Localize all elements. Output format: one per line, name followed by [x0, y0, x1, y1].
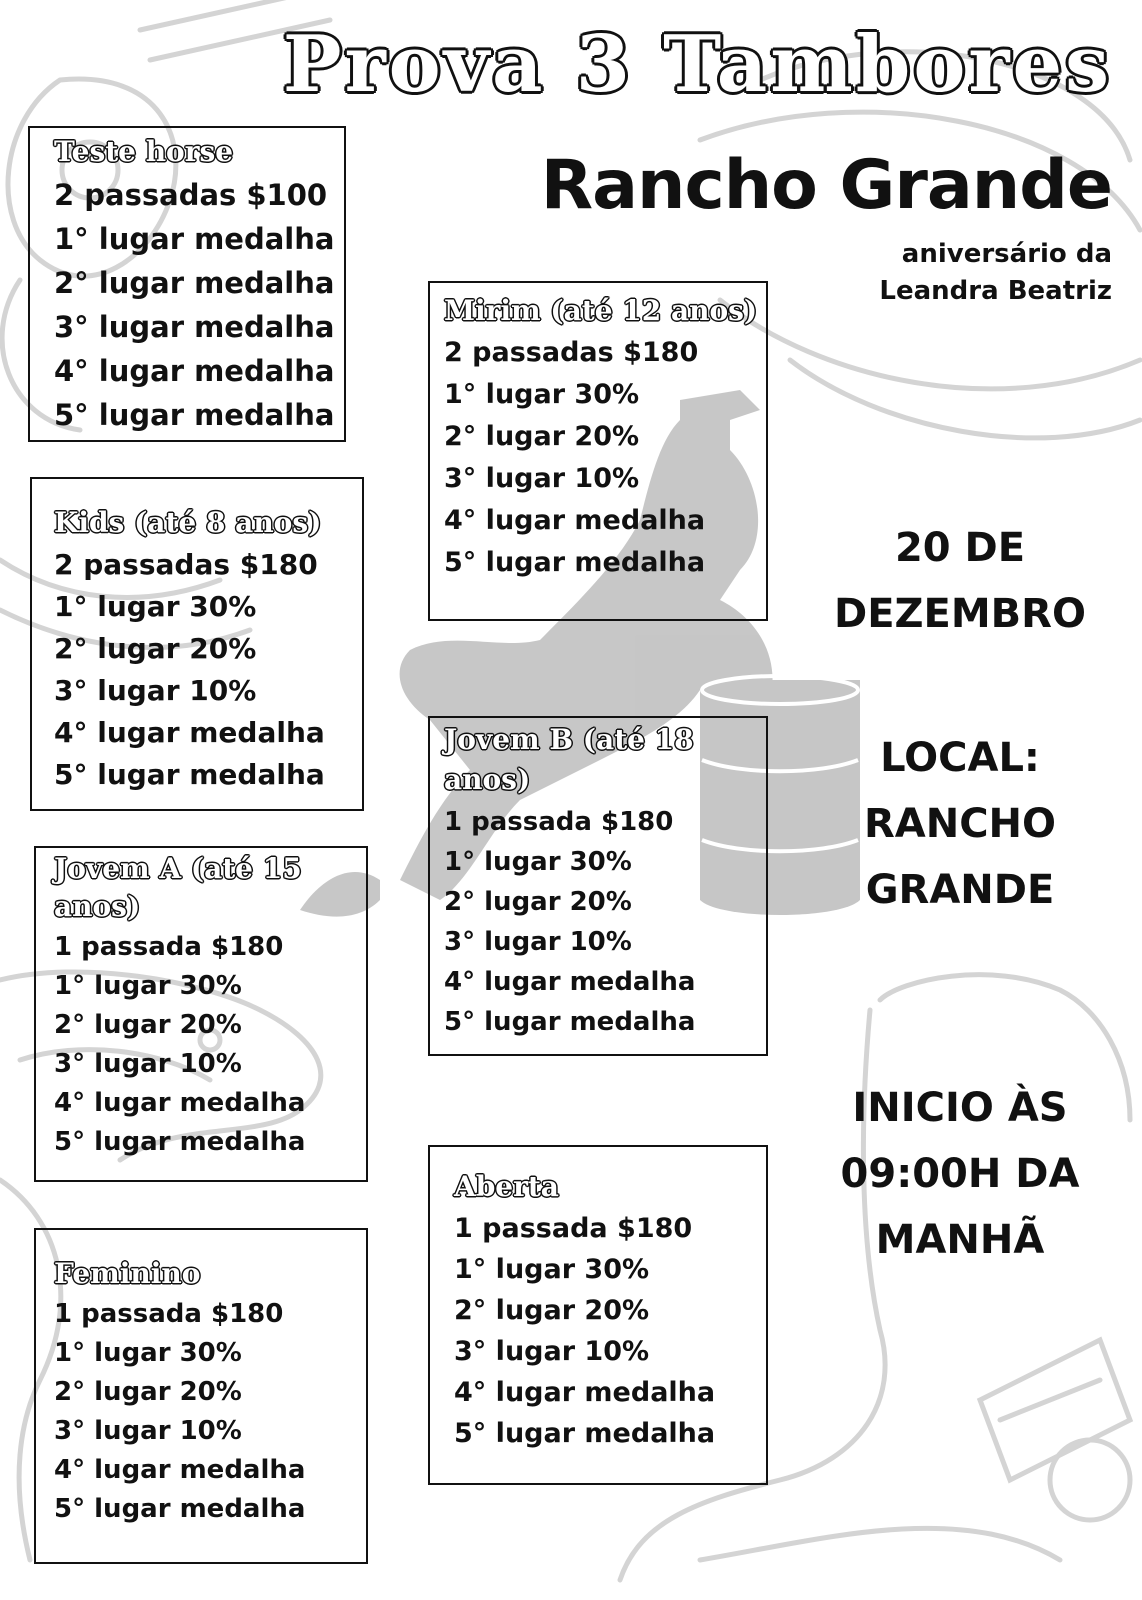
category-title: Aberta [454, 1170, 559, 1203]
list-item: 4° lugar medalha [54, 354, 335, 389]
list-item: 5° lugar medalha [454, 1418, 716, 1450]
event-date [790, 515, 1130, 647]
location-line: GRANDE [865, 867, 1055, 913]
list-item: 3° lugar 10% [54, 1416, 242, 1447]
list-item: 1 passada $180 [444, 807, 674, 837]
list-item: 4° lugar medalha [454, 1377, 716, 1409]
category-list [454, 1208, 766, 1454]
category-box-jovem-b [428, 716, 768, 1056]
occasion-line: aniversário da [901, 239, 1112, 269]
category-list [444, 802, 706, 1042]
category-box-jovem-a [34, 846, 368, 1182]
event-title: Prova 3 Tambores [282, 19, 1112, 110]
list-item: 2° lugar 20% [444, 887, 632, 917]
list-item: 1° lugar 30% [54, 1338, 242, 1369]
event-venue-title: Rancho Grande [540, 146, 1112, 225]
list-item: 4° lugar medalha [444, 967, 696, 997]
category-list [54, 544, 362, 796]
start-line: INICIO ÀS [852, 1085, 1068, 1131]
category-list [54, 173, 344, 437]
event-occasion [712, 236, 1112, 310]
list-item: 5° lugar medalha [444, 547, 706, 579]
list-item: 3° lugar 10% [454, 1336, 650, 1368]
list-item: 4° lugar medalha [54, 716, 325, 750]
list-item: 5° lugar medalha [54, 758, 325, 792]
list-item: 1° lugar 30% [444, 379, 640, 411]
list-item: 2 passadas $180 [444, 337, 699, 369]
list-item: 2° lugar 20% [54, 1010, 242, 1040]
category-title: Jovem A (até 15 anos) [54, 852, 302, 923]
location-line: RANCHO [863, 801, 1057, 847]
list-item: 1° lugar 30% [54, 590, 257, 624]
list-item: 3° lugar medalha [54, 310, 335, 345]
category-title: Mirim (até 12 anos) [444, 294, 758, 327]
category-title: Feminino [54, 1257, 201, 1290]
list-item: 2° lugar 20% [54, 632, 257, 666]
list-item: 5° lugar medalha [54, 1494, 306, 1525]
list-item: 3° lugar 10% [444, 927, 632, 957]
list-item: 1° lugar 30% [454, 1254, 650, 1286]
list-item: 5° lugar medalha [444, 1007, 696, 1037]
list-item: 2° lugar medalha [54, 266, 335, 301]
category-box-mirim [428, 281, 768, 621]
list-item: 4° lugar medalha [54, 1088, 306, 1118]
category-list [54, 928, 336, 1162]
list-item: 4° lugar medalha [444, 505, 706, 537]
start-line: MANHÃ [875, 1217, 1045, 1263]
list-item: 2 passadas $100 [54, 178, 328, 213]
occasion-line: Leandra Beatriz [879, 275, 1112, 306]
list-item: 1° lugar 30% [54, 971, 242, 1001]
list-item: 2° lugar 20% [454, 1295, 650, 1327]
event-start-time [790, 1075, 1130, 1273]
list-item: 4° lugar medalha [54, 1455, 306, 1486]
list-item: 1 passada $180 [54, 932, 284, 962]
list-item: 5° lugar medalha [54, 398, 335, 433]
category-box-kids [30, 477, 364, 811]
list-item: 1° lugar 30% [444, 847, 632, 877]
list-item: 2° lugar 20% [54, 1377, 242, 1408]
location-line: LOCAL: [880, 735, 1040, 781]
date-line: DEZEMBRO [834, 591, 1086, 637]
list-item: 2° lugar 20% [444, 421, 640, 453]
category-list [444, 332, 766, 584]
start-line: 09:00H DA [840, 1151, 1080, 1197]
category-title: Kids (até 8 anos) [54, 506, 322, 539]
list-item: 3° lugar 10% [444, 463, 640, 495]
event-location [790, 725, 1130, 923]
category-list [54, 1295, 366, 1529]
list-item: 5° lugar medalha [54, 1127, 306, 1157]
date-line: 20 DE [894, 525, 1026, 571]
list-item: 1 passada $180 [54, 1299, 284, 1330]
category-box-feminino [34, 1228, 368, 1564]
category-box-aberta [428, 1145, 768, 1485]
list-item: 1 passada $180 [454, 1213, 693, 1245]
category-title: Jovem B (até 18 anos) [444, 723, 694, 796]
list-item: 1° lugar medalha [54, 222, 335, 257]
list-item: 3° lugar 10% [54, 1049, 242, 1079]
list-item: 3° lugar 10% [54, 674, 257, 708]
list-item: 2 passadas $180 [54, 548, 318, 582]
category-title: Teste horse [54, 135, 234, 168]
category-box-teste-horse [28, 126, 346, 442]
